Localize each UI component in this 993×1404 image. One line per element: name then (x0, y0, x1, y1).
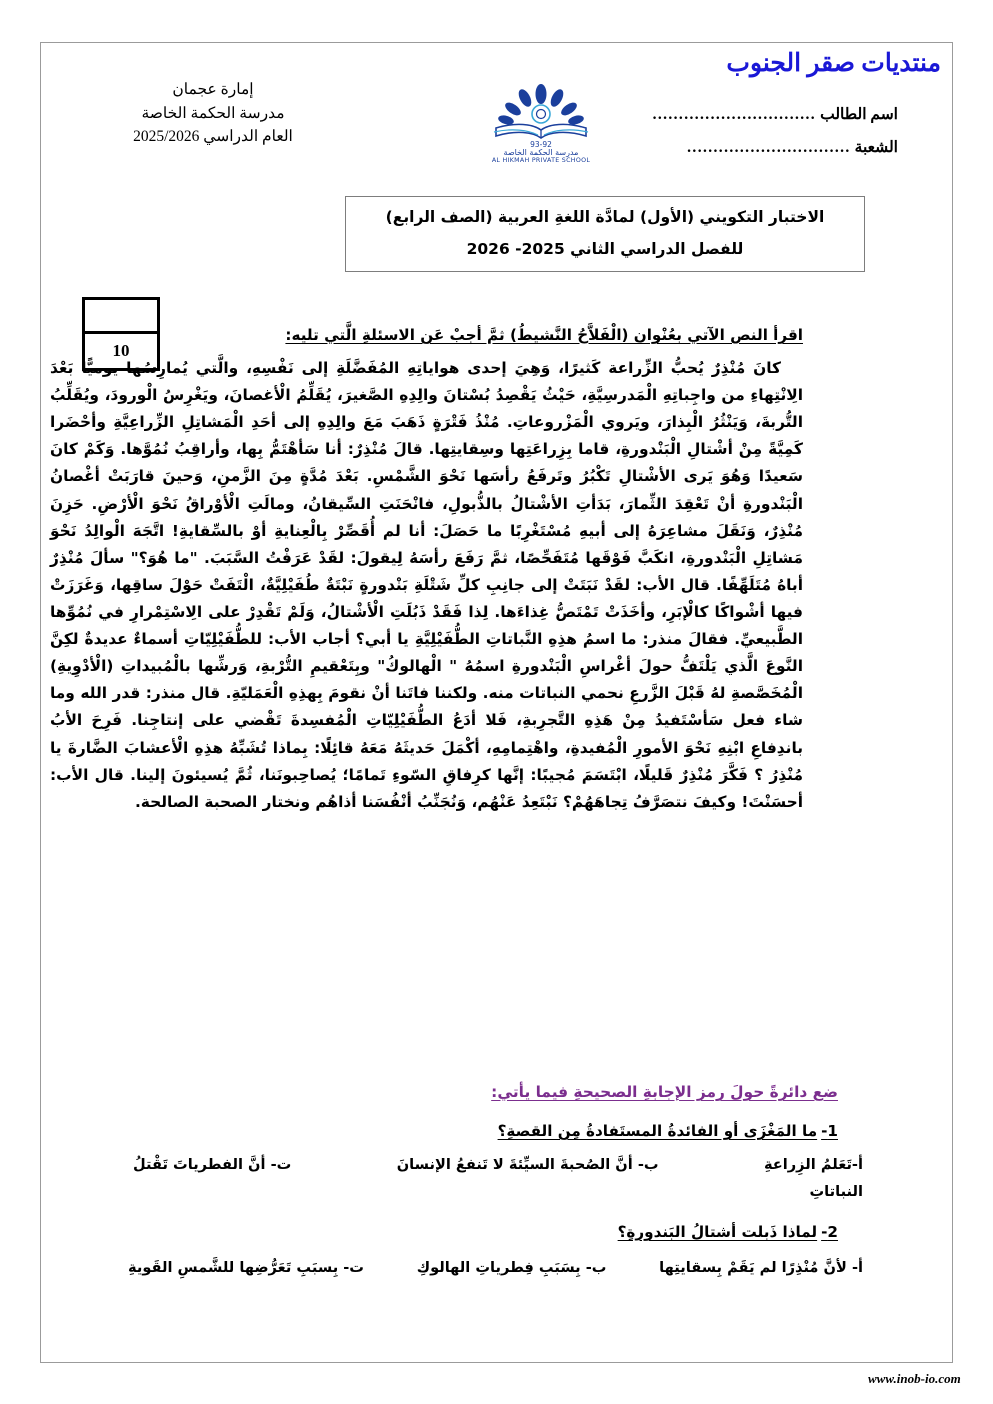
exam-title-line1: الاختبار التكويني (الأول) لمادَّة اللغةِ العربية (الصف الرابع) (385, 208, 825, 226)
student-section-label: الشعبة (854, 139, 898, 156)
question-2-number: 2- (821, 1223, 838, 1241)
school-logo-icon (476, 84, 606, 164)
student-section-row (598, 138, 898, 157)
footer-watermark: www.inob-io.com (868, 1371, 961, 1386)
exam-title-box (345, 196, 865, 272)
question-1-option-a[interactable]: أ-تَعَلمُ الزِراعةِ (763, 1156, 863, 1173)
school-name-label: مدرسة الحكمة الخاصة (141, 104, 285, 122)
exam-title-line2: للفصل الدراسي الثاني 2025- 2026 (466, 240, 744, 259)
academic-year-label: العام الدراسي 2025/2026 (133, 128, 293, 146)
question-2-options (128, 1256, 863, 1281)
school-info-block (53, 78, 373, 149)
svg-text:93-92: 93-92 (530, 140, 552, 149)
forum-banner: منتديات صقر الجنوب (726, 50, 941, 77)
svg-text:AL HIKMAH PRIVATE SCHOOL: AL HIKMAH PRIVATE SCHOOL (491, 157, 591, 164)
passage-body: كانَ مُنْذِرٌ يُحبُّ الزِّراعة كَثيرًا، وَهِيَ إحدى هواياتِهِ المُفَضَّلَةِ إلى نَفْسِهِ، والَّتي يُمارِسُها يوميًّا بَعْدَ الِانْتِهاءِ من واجِباتِهِ الْمَدرسِيَّةِ، حَيْثُ يَقْصِدُ بُسْتانَ والِدِهِ الصَّغيرَ، يُقَلِّمُ الْأغصانَ، ويَغْرِسُ الْورودَ، ويُقَلِّبُ التُّربةَ، وَيَنْثُرُ الْبِذارَ، ويَروي الْمَزْروعاتِ. مُنْذُ فَتْرَةٍ ذَهَبَ مَعَ والِدِهِ إلى أحَدِ الْمَشاتِلِ الزِّراعِيَّةِ وأحْضَرا كَمِيَّةً مِنْ أشْتالِ الْبَنْدورةِ، قاما بِزِراعَتِها وسِقايتِها. قالَ مُنْذِرٌ: أنا سَأهْتَمُّ بِها، وأراقِبُ نُمُوَّها. وَكَمْ كانَ سَعيدًا وَهُوَ يَرى الأشْتالِ تَكْبُرُ وتَرفَعُ رأسَها نَحْوَ الشَّمْسِ. بَعْدَ مُدَّةٍ مِنَ الزَّمنِ، وَحينَ قارَبَتْ أغْصانُ الْبَنْدورةِ أنْ تَعْقِدَ الثِّمارَ، بَدَأتِ الأشْتالُ بالذُّبولِ، فانْحَنَتِ السِّيقانُ، ومالَتِ الْأوْراقُ نَحْوَ الْأرْضِ. حَزِنَ مُنْذِرٌ، وَنَقَلَ مشاعِرَهُ إلى أبيهِ مُسْتَغْرِبًا ما حَصَلَ: أنا لم أُقَصِّرْ بِالْعِنايةِ أوْ بالسِّقايةِ! اتَّجَهَ الْوالِدُ نَحْوَ مَشاتِلِ الْبَنْدورةِ، انكَبَّ فَوْقَها مُتَفَحِّصًا، ثمَّ رَفَعَ رأسَهُ لِيقولَ: لقَدْ عَرَفْتُ السَّبَبَ. "ما هُوَ؟" سألَ مُنْذِرٌ أباهُ مُتَلَهِّفًا. قال الأب: لقَدْ نَبَتَتْ إلى جانِبِ كلِّ شَتْلَةِ بَنْدورةٍ نَبْتَةٌ طُفَيْلِيَّةٌ، الْتَفَتْ حَوْلَ ساقِها، وَغَرَزَتْ فيها أشْواكًا كالْإبَرِ، وأخَذَتْ تَمْتَصُّ غِذاءَها. لِذا فَقَدْ ذَبُلَتِ الْأشْتالُ، وَلَمْ تَقْدِرْ على الِاسْتِمْرارِ في نُمُوِّها الطَّبيعيِّ. فقالَ منذر: ما اسمُ هذِهِ النَّباتاتِ الطُّفَيْلِيَّةِ يا أبي؟ أجاب الأب: للطُّفَيْلِيّاتِ أسماءٌ عديدةٌ لكِنَّ النَّوعَ الَّذي يَلْتَفُّ حولَ أغْراسِ الْبَنْدورةِ اسمُهُ " الْهالوكُ" وبِتَعْقيمِ التُّرْبةِ، وَرشِّها بالْمُبيداتِ (الْأدْوِيةِ) الْمُخَصَّصةِ لهُ قَبْلَ الزَّرعِ نحمي النباتات منه. ولكننا فاتَنا أنْ نقومَ بِهذِهِ الْعَمَليّةِ. قال منذر: قدر الله وما شاء فعل سَأسْتَفيدُ مِنْ هَذِهِ التَّجرِبةِ، فَلا أدَعُ الطُّفَيْلِيّاتِ الْمُفسِدةَ تَقْضي على إنتاجِنا. فَرِحَ الأبُ باندِفاعِ ابْنِهِ نَحْوَ الأمورِ الْمُفيدةِ، واهْتِمامِهِ، أكْمَلَ حَديثَهُ مَعَهُ قائِلًا: بِماذا تُشَبِّهُ هذِهِ الْأعشابَ الضَّارةَ يا مُنْذِرُ ؟ فَكَّرَ مُنْذِرٌ قَليلًا، ابْتَسَمَ مُجيبًا: إنَّها كرِفاقِ السّوءِ تَمامًا؛ يُصاحِبونَنا، ثُمَّ يُسيئونَ إلينا. قال الأب: أحسَنْتَ! وكيفَ نتصَرَّفُ تِجاهَهُمْ؟ نَبْتَعِدُ عَنْهُم، وَنُجَنِّبُ أنْفُسَنا أذاهُم ونختار الصحبة الصالحة. (50, 359, 803, 811)
student-name-label: اسم الطالب (820, 106, 898, 123)
student-name-dots[interactable]: ............................... (652, 106, 817, 123)
question-1-number: 1- (821, 1122, 838, 1140)
question-1-option-c-continuation[interactable]: النباتاتِ (809, 1183, 863, 1201)
question-1-options-row (133, 1152, 863, 1177)
question-2-option-a[interactable]: أ- لأنَّ مُنْذِرًا لم يَقَمْ بِسقايتِها (659, 1259, 863, 1276)
student-section-dots[interactable]: ............................... (687, 139, 851, 156)
score-box-total-cell: 10 (112, 341, 130, 360)
question-1-options (133, 1152, 863, 1204)
question-2-option-b[interactable]: ب- بِسَبَبِ فِطرياتِ الهالوكِ (416, 1259, 607, 1276)
student-info-block (598, 105, 898, 171)
passage-instruction: اقرأ النص الآتي بعُنْوان (الْفَلاَّحُ النَّشيطُ) ثمَّ أجبْ عَن الاسئلةِ الَّتي تليه: (285, 326, 803, 344)
question-2-text: لماذا ذَبلت أشتالُ البَندورةِ؟ (617, 1223, 818, 1241)
school-logo (476, 84, 606, 164)
question-1-option-c[interactable]: ت- أنَّ الفطرياتَ تَقْتلُ (133, 1156, 292, 1173)
question-1-option-b[interactable]: ب- أنَّ الصُحبةَ السيِّئةَ لا تَنفعُ الإنسانَ (396, 1156, 659, 1173)
student-name-row (598, 105, 898, 124)
emirate-label: إمارة عجمان (172, 81, 254, 98)
question-1-text: ما المَغْزَى أو الفائدةُ المستَفادةُ مِن القصةِ؟ (497, 1122, 818, 1140)
questions-instruction: ضع دائرةً حولَ رمز الإجابةِ الصحيحةِ فيما يأتي: (491, 1083, 838, 1101)
question-2 (418, 1223, 838, 1242)
svg-text:مدرسة الحكمة الخاصة: مدرسة الحكمة الخاصة (503, 148, 579, 157)
question-1 (418, 1122, 838, 1141)
question-2-option-c[interactable]: ت- بِسبَبِ تَعَرُّضِها للشَّمسِ القَويةِ (128, 1259, 364, 1276)
